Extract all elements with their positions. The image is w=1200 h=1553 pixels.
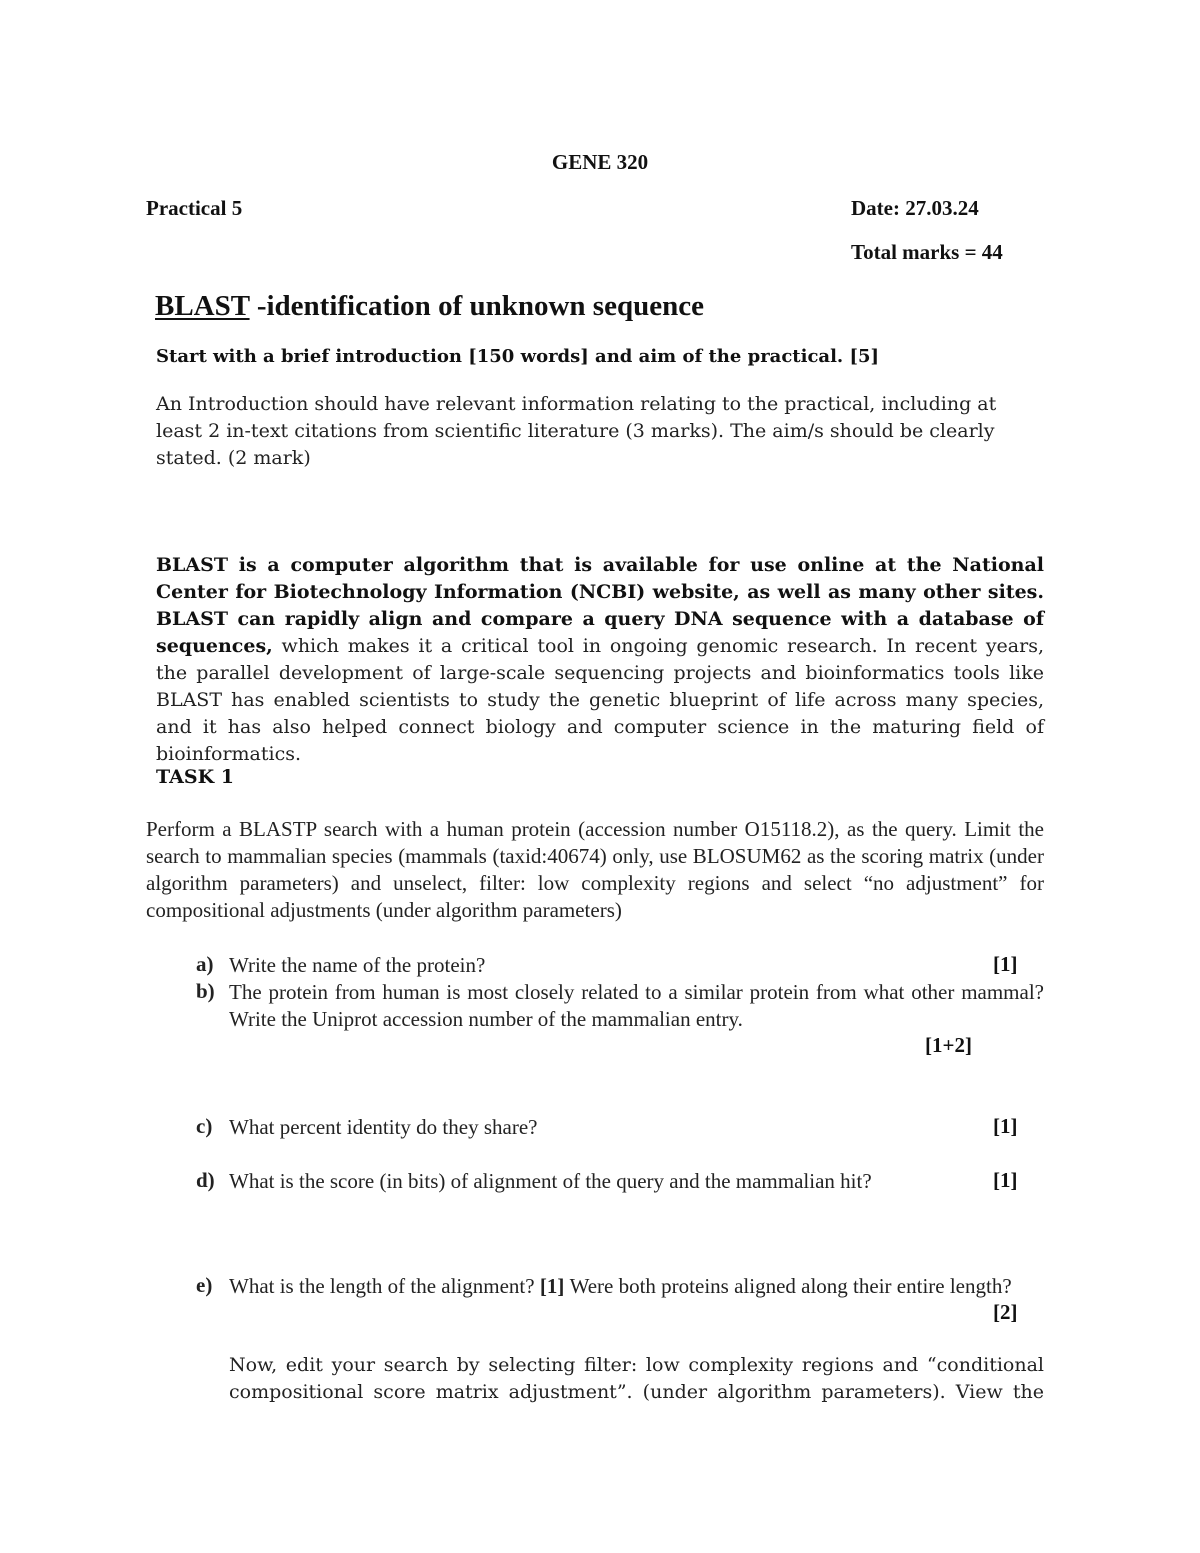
question-inline-mark: [1] xyxy=(534,1274,570,1298)
question-label: b) xyxy=(196,979,215,1003)
blast-paragraph xyxy=(156,552,1044,768)
total-marks: Total marks = 44 xyxy=(851,240,1003,264)
course-code: GENE 320 xyxy=(551,150,649,174)
question-b-mark: [1+2] xyxy=(925,1033,972,1057)
blast-paragraph-bold: BLAST is a computer algorithm that is available for use online at the National Center for Biotechnology Information (NCBI) website, as well as many other sites. BLAST can rapidly align and compare a query DNA sequence with a database of sequences, xyxy=(156,554,1044,657)
blast-paragraph-normal: which makes it a critical tool in ongoing genomic research. In recent years, the parallel development of large-scale sequencing projects and bioinformatics tools like BLAST has enabled scientists to study the genetic blueprint of life across many species, and it has also helped connect biology and computer science in the maturing field of bioinformatics. xyxy=(156,635,1044,765)
now-instructions: Now, edit your search by selecting filter: low complexity regions and “conditional compositional score matrix adjustment”. (under algorithm parameters). View the xyxy=(229,1354,1044,1403)
question-label: d) xyxy=(196,1168,215,1192)
question-text: The protein from human is most closely related to a similar protein from what other mammal? Write the Uniprot accession number of the mammalian entry. xyxy=(229,980,1044,1031)
question-text xyxy=(229,1273,1044,1300)
question-text: What is the score (in bits) of alignment of the query and the mammalian hit? xyxy=(229,1169,872,1193)
question-d-mark: [1] xyxy=(993,1168,1018,1192)
question-text: What percent identity do they share? xyxy=(229,1115,538,1139)
question-text: Write the name of the protein? xyxy=(229,953,486,977)
question-c-mark: [1] xyxy=(993,1114,1018,1138)
question-text-part-b: Were both proteins aligned along their entire length? xyxy=(569,1274,1012,1298)
question-label: a) xyxy=(196,952,214,976)
question-a-mark: [1] xyxy=(993,952,1018,976)
task1-instructions: Perform a BLASTP search with a human protein (accession number O15118.2), as the query. Limit the search to mammalian species (mammals (taxid:40674) only, use BLOSUM62 as the scoring matrix (under algorithm parameters) and unselect, filter: low complexity regions and select “no adjustment” for compositional adjustments (under algorithm parameters) xyxy=(146,817,1044,922)
intro-instruction: Start with a brief introduction [150 words] and aim of the practical. [5] xyxy=(156,346,880,367)
question-e-mark: [2] xyxy=(993,1300,1018,1324)
practical-number: Practical 5 xyxy=(146,196,243,220)
title-underlined: BLAST xyxy=(155,290,250,322)
practical-date: Date: 27.03.24 xyxy=(851,196,979,220)
question-label: e) xyxy=(196,1273,213,1297)
question-label: c) xyxy=(196,1114,213,1138)
page-title xyxy=(155,290,704,323)
intro-body: An Introduction should have relevant information relating to the practical, including at least 2 in-text citations from scientific literature (3 marks). The aim/s should be clearly stated. (2 mark) xyxy=(156,393,997,469)
task1-heading: TASK 1 xyxy=(156,766,234,788)
question-text-part-a: What is the length of the alignment? xyxy=(229,1274,535,1298)
title-rest: -identification of unknown sequence xyxy=(249,290,704,322)
